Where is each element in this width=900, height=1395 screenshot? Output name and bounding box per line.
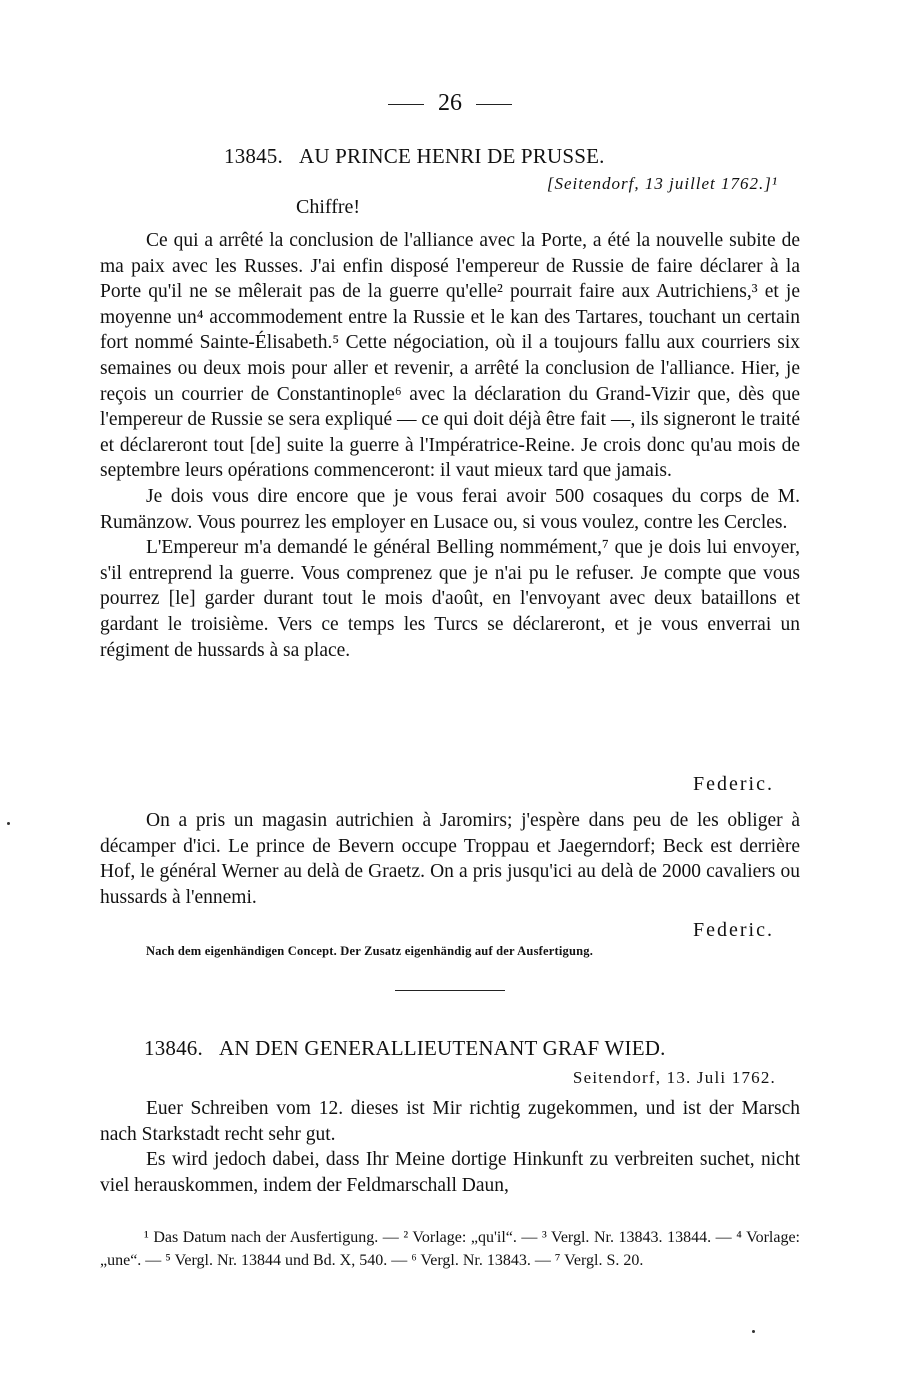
paragraph: Je dois vous dire encore que je vous ferai avoir 500 cosaques du corps de M. Rumänzow. Vous pourrez les employer en Lusace ou, si vous voulez, contre les Cercles. xyxy=(100,485,800,533)
folio-dash-right xyxy=(476,104,512,105)
folio-dash-left xyxy=(388,104,424,105)
letter-heading xyxy=(224,144,900,169)
letter-dateline: [Seitendorf, 13 juillet 1762.]¹ xyxy=(546,174,778,193)
paragraph: Es wird jedoch dabei, dass Ihr Meine dortige Hinkunft zu verbreiten suchet, nicht viel herauskommen, indem der Feldmarschall Daun, xyxy=(100,1149,800,1196)
letter-title: AU PRINCE HENRI DE PRUSSE. xyxy=(298,144,605,168)
postscript xyxy=(100,808,800,910)
section-divider xyxy=(395,990,505,991)
paragraph: Euer Schreiben vom 12. dieses ist Mir richtig zugekommen, und ist der Marsch nach Starkstadt recht sehr gut. xyxy=(100,1098,800,1145)
letter-number: 13846. xyxy=(144,1036,203,1060)
paragraph: On a pris un magasin autrichien à Jaromirs; j'espère dans peu de les obliger à décamper d'ici. Le prince de Bevern occupe Troppau et Jaegerndorf; Beck est derrière Hof, le général Werner au delà de Graetz. On a pris jusqu'ici au delà de 2000 cavaliers ou hussards à l'ennemi. xyxy=(100,810,800,908)
paragraph: L'Empereur m'a demandé le général Belling nommément,⁷ que je dois lui envoyer, s'il entreprend la guerre. Vous comprenez que je n'ai pu le refuser. Je compte que vous pourrez [le] garder durant tout le mois d'août, en l'envoyant avec deux bataillons et gardant le troisième. Vers ce temps les Turcs se déclareront, et je vous enverrai un régiment de hussards à sa place. xyxy=(100,537,800,661)
letter-number: 13845. xyxy=(224,144,283,168)
margin-speck xyxy=(7,822,10,825)
letter-dateline: Seitendorf, 13. Juli 1762. xyxy=(572,1068,776,1087)
signature: Federic. xyxy=(693,773,774,795)
letter-title: AN DEN GENERALLIEUTENANT GRAF WIED. xyxy=(218,1036,666,1060)
letter-heading xyxy=(144,1036,844,1061)
letter-body xyxy=(100,228,800,663)
page-number xyxy=(0,90,900,117)
paragraph: Ce qui a arrêté la conclusion de l'alliance avec la Porte, a été la nouvelle subite de ma paix avec les Russes. J'ai enfin disposé l'empereur de Russie de faire déclarer à la Porte qu'il ne se mêlerait pas de la guerre qu'elle² pourrait faire aux Autrichiens,³ et je moyenne un⁴ accommodement entre la Russie et le kan des Tartares, touchant un certain fort nommé Sainte-Élisabeth.⁵ Cette négociation, où il a toujours fallu aux courriers six semaines ou deux mois pour aller et revenir, a arrêté la conclusion de l'alliance. Hier, je reçois un courrier de Constantinople⁶ avec la déclaration du Grand-Vizir que, dès que l'empereur de Russie se sera expliqué — ce qui doit déjà être fait —, ils signeront le traité et déclareront tout [de] suite la guerre à l'Impératrice-Reine. Je crois donc qu'au mois de septembre leurs opérations commenceront: il vaut mieux tard que jamais. xyxy=(100,230,800,482)
letter-body xyxy=(100,1096,800,1198)
folio-number: 26 xyxy=(438,90,462,116)
postscript-signature: Federic. xyxy=(693,919,774,941)
cipher-note: Chiffre! xyxy=(296,196,361,218)
source-note: Nach dem eigenhändigen Concept. Der Zusatz eigenhändig auf der Ausfertigung. xyxy=(146,944,594,958)
margin-speck xyxy=(752,1330,755,1333)
footnote: ¹ Das Datum nach der Ausfertigung. — ² Vorlage: „qu'il“. — ³ Vergl. Nr. 13843. 13844. — ⁴ Vorlage: „une“. — ⁵ Vergl. Nr. 13844 und Bd. X, 540. — ⁶ Vergl. Nr. 13843. — ⁷ Vergl. S. 20. xyxy=(100,1229,800,1269)
footnotes xyxy=(100,1226,800,1272)
